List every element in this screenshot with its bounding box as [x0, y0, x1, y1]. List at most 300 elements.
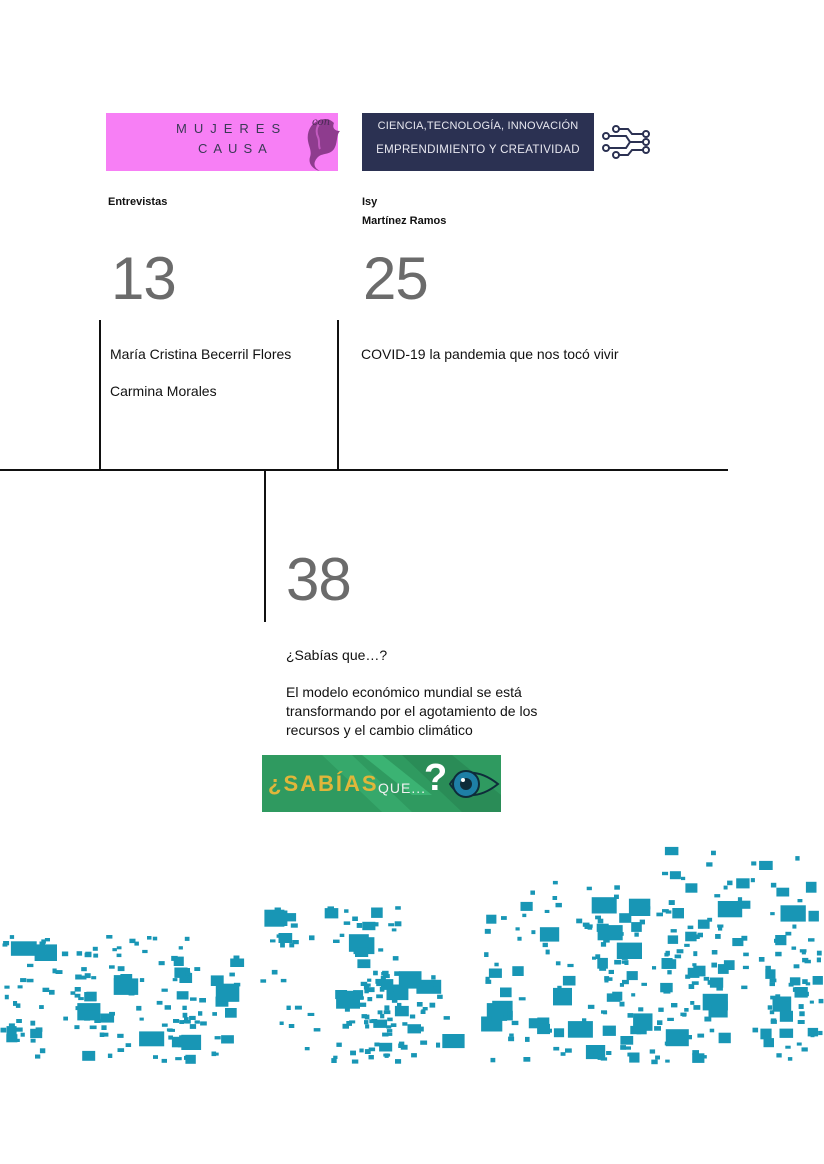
skyline-pixel — [1, 1028, 7, 1033]
ciencia-banner-line2: EMPRENDIMIENTO Y CREATIVIDAD — [376, 144, 580, 156]
skyline-pixel — [30, 1021, 35, 1026]
skyline-pixel — [712, 950, 718, 955]
skyline-pixel — [437, 995, 443, 999]
skyline-pixel — [309, 935, 315, 940]
skyline-pixel — [770, 982, 776, 986]
skyline-pixel — [314, 1028, 321, 1031]
section-label-martinez-ramos: Martínez Ramos — [362, 215, 447, 227]
skyline-pixel — [685, 932, 696, 942]
skyline-pixel — [75, 994, 81, 998]
skyline-pixel — [63, 1017, 68, 1021]
skyline-pixel — [620, 1045, 626, 1050]
skyline-pixel — [622, 980, 629, 984]
skyline-pixel — [664, 953, 668, 957]
skyline-pixel — [18, 985, 23, 988]
mujeres-con-causa-logo — [106, 113, 338, 171]
skyline-pixel — [522, 914, 526, 917]
skyline-pixel — [690, 1001, 694, 1005]
skyline-pixel — [212, 1012, 217, 1016]
skyline-pixel — [641, 983, 647, 986]
skyline-pixel — [697, 1034, 704, 1038]
skyline-pixel — [120, 974, 132, 984]
skyline-pixel — [168, 1036, 173, 1040]
skyline-pixel — [74, 1025, 79, 1029]
skyline-pixel — [509, 1034, 514, 1037]
skyline-pixel — [365, 1049, 371, 1054]
eye-icon — [448, 764, 500, 804]
skyline-pixel — [652, 966, 656, 969]
skyline-pixel — [185, 971, 190, 975]
skyline-pixel — [344, 909, 348, 913]
skyline-pixel — [374, 1043, 379, 1047]
skyline-pixel — [663, 959, 676, 969]
skyline-pixel — [799, 1011, 804, 1016]
skyline-pixel — [85, 973, 91, 978]
toc-item-description: El modelo económico mundial se está transformando por el agotamiento de los recursos y el cambio climático — [286, 684, 538, 738]
skyline-pixel — [444, 1016, 450, 1020]
skyline-pixel — [805, 960, 811, 964]
skyline-pixel — [662, 872, 668, 875]
skyline-pixel — [669, 900, 675, 905]
skyline-pixel — [650, 1049, 655, 1053]
skyline-pixel — [352, 1060, 358, 1064]
skyline-pixel — [39, 1005, 44, 1009]
skyline-pixel — [751, 861, 756, 865]
skyline-pixel — [775, 935, 786, 945]
skyline-pixel — [785, 998, 790, 1001]
skyline-pixel — [184, 1056, 189, 1060]
skyline-pixel — [817, 951, 822, 956]
skyline-pixel — [90, 1026, 97, 1030]
skyline-pixel — [27, 964, 33, 967]
skyline-pixel — [770, 1010, 774, 1014]
skyline-pixel — [703, 994, 728, 1011]
skyline-pixel — [20, 978, 26, 982]
skyline-pixel — [588, 1005, 595, 1009]
skyline-pixel — [41, 939, 46, 943]
skyline-pixel — [140, 978, 144, 982]
skyline-pixel — [724, 886, 728, 890]
skyline-pixel — [741, 986, 747, 990]
skyline-pixel — [567, 964, 573, 967]
skyline-pixel — [519, 997, 526, 1000]
skyline-pixel — [565, 1048, 572, 1052]
skyline-pixel — [645, 906, 651, 909]
page-number-25: 25 — [363, 245, 428, 312]
skyline-pixel — [488, 1017, 492, 1021]
skyline-pixel — [183, 1013, 188, 1018]
skyline-pixel — [553, 881, 558, 885]
skyline-pixel — [388, 923, 394, 926]
skyline-pixel — [308, 1013, 315, 1016]
skyline-pixel — [420, 1041, 427, 1045]
skyline-pixel — [556, 903, 562, 907]
skyline-pixel — [795, 987, 808, 998]
skyline-pixel — [328, 906, 335, 910]
sabias-que-banner — [262, 755, 501, 812]
skyline-pixel — [788, 1057, 792, 1061]
skyline-pixel — [85, 952, 91, 957]
skyline-pixel — [599, 967, 606, 971]
skyline-pixel — [162, 989, 168, 992]
skyline-pixel — [410, 1015, 415, 1019]
skyline-pixel — [371, 908, 383, 918]
skyline-pixel — [436, 1043, 440, 1048]
skyline-pixel — [295, 1006, 302, 1010]
skyline-pixel — [408, 1024, 422, 1033]
skyline-pixel — [775, 952, 781, 957]
divider-vertical — [337, 320, 339, 470]
skyline-pixel — [501, 916, 507, 920]
skyline-pixel — [753, 1028, 759, 1033]
skyline-pixel — [759, 957, 765, 962]
logo-text-con: con — [312, 117, 331, 128]
skyline-pixel — [387, 1033, 392, 1036]
skyline-pixel — [800, 949, 807, 952]
skyline-pixel — [129, 939, 135, 943]
skyline-pixel — [200, 1021, 207, 1025]
skyline-pixel — [614, 960, 621, 965]
skyline-pixel — [598, 925, 623, 940]
skyline-pixel — [666, 1029, 689, 1046]
skyline-pixel — [806, 982, 811, 985]
skyline-pixel — [31, 1039, 36, 1043]
skyline-pixel — [781, 905, 806, 921]
skyline-pixel — [770, 912, 775, 915]
skyline-pixel — [614, 885, 620, 889]
skyline-pixel — [182, 1006, 186, 1010]
skyline-pixel — [799, 1004, 804, 1009]
skyline-pixel — [383, 974, 390, 978]
skyline-pixel — [662, 909, 669, 912]
skyline-pixel — [802, 1047, 808, 1051]
skyline-pixel — [62, 952, 68, 957]
skyline-pixel — [361, 982, 368, 986]
skyline-pixel — [797, 1043, 802, 1046]
skyline-pixel — [631, 993, 635, 996]
skyline-pixel — [384, 1005, 389, 1010]
skyline-pixel — [711, 851, 716, 856]
skyline-pixel — [179, 946, 183, 949]
skyline-pixel — [780, 1011, 793, 1022]
skyline-pixel — [367, 979, 371, 982]
skyline-pixel — [16, 1039, 20, 1042]
skyline-pixel — [489, 969, 502, 978]
skyline-pixel — [543, 943, 548, 947]
skyline-pixel — [387, 985, 409, 1001]
skyline-pixel — [369, 1055, 374, 1059]
section-label-isy: Isy — [362, 196, 378, 208]
divider-vertical — [264, 471, 266, 622]
skyline-pixel — [100, 1033, 105, 1038]
skyline-pixel — [785, 1046, 790, 1049]
skyline-pixel — [771, 883, 776, 888]
skyline-pixel — [397, 1003, 401, 1007]
skyline-pixel — [668, 935, 678, 944]
skyline-pixel — [798, 1020, 805, 1024]
sabias-banner-text: ¿SABÍAS — [268, 771, 379, 796]
skyline-pixel — [401, 1045, 408, 1050]
skyline-pixel — [794, 964, 800, 968]
skyline-pixel — [16, 1028, 23, 1032]
skyline-pixel — [162, 1059, 167, 1063]
skyline-pixel — [27, 979, 34, 983]
skyline-pixel — [768, 1005, 772, 1009]
skyline-pixel — [582, 1018, 586, 1023]
skyline-pixel — [395, 921, 402, 926]
skyline-pixel — [165, 1005, 171, 1010]
skyline-pixel — [76, 1006, 81, 1010]
skyline-pixel — [693, 951, 697, 956]
skyline-pixel — [491, 1058, 496, 1062]
skyline-pixel — [229, 973, 235, 977]
skyline-pixel — [126, 1043, 132, 1047]
skyline-pixel — [561, 1052, 566, 1056]
skyline-pixel — [684, 944, 690, 947]
skyline-pixel — [592, 957, 596, 960]
skyline-pixel — [35, 944, 57, 961]
skyline-pixel — [540, 927, 559, 941]
skyline-pixel — [16, 1019, 22, 1023]
skyline-pixel — [117, 954, 122, 958]
skyline-pixel — [392, 928, 397, 931]
skyline-pixel — [806, 882, 817, 893]
skyline-pixel — [147, 936, 152, 940]
skyline-pixel — [289, 943, 294, 947]
skyline-pixel — [759, 861, 773, 870]
skyline-pixel — [53, 969, 57, 974]
skyline-pixel — [817, 958, 821, 963]
skyline-pixel — [776, 888, 789, 897]
skyline-pixel — [369, 1019, 375, 1023]
skyline-pixel — [177, 991, 189, 999]
skyline-pixel — [530, 891, 535, 895]
skyline-pixel — [199, 998, 206, 1003]
page-number-38: 38 — [286, 546, 351, 613]
skyline-pixel — [272, 914, 286, 923]
skyline-pixel — [711, 963, 717, 968]
skyline-pixel — [601, 1010, 607, 1013]
skyline-pixel — [411, 1053, 417, 1057]
skyline-pixel — [671, 1003, 677, 1007]
skyline-pixel — [685, 883, 697, 892]
skyline-pixel — [173, 1019, 179, 1023]
divider-horizontal — [0, 469, 728, 471]
skyline-pixel — [798, 899, 803, 902]
skyline-pixel — [672, 908, 684, 918]
skyline-pixel — [675, 955, 682, 959]
skyline-pixel — [563, 976, 576, 986]
skyline-pixel — [681, 877, 685, 880]
skyline-pixel — [395, 1059, 401, 1064]
skyline-pixel — [376, 994, 383, 998]
skyline-pixel — [773, 1005, 779, 1009]
skyline-pixel — [336, 1043, 341, 1047]
skyline-pixel — [172, 1037, 184, 1048]
skyline-pixel — [353, 990, 363, 1000]
skyline-pixel — [136, 1006, 141, 1011]
skyline-pixel — [364, 1020, 368, 1024]
skyline-pixel — [43, 988, 50, 992]
skyline-pixel — [7, 1026, 17, 1036]
skyline-pixel — [592, 897, 617, 913]
divider-vertical — [99, 320, 101, 470]
skyline-pixel — [692, 981, 699, 985]
skyline-pixel — [364, 989, 368, 993]
skyline-pixel — [792, 947, 797, 950]
skyline-pixel — [671, 929, 677, 932]
skyline-pixel — [819, 999, 824, 1003]
skyline-pixel — [776, 1053, 781, 1057]
skyline-pixel — [688, 926, 694, 930]
skyline-pixel — [604, 979, 608, 982]
skyline-pixel — [665, 847, 679, 855]
skyline-pixel — [707, 1005, 711, 1009]
skyline-pixel — [622, 955, 628, 960]
skyline-pixel — [553, 988, 572, 1006]
skyline-pixel — [153, 1055, 158, 1059]
skyline-pixel — [279, 933, 293, 943]
skyline-pixel — [402, 1022, 407, 1025]
skyline-pixel — [344, 921, 351, 925]
skyline-pixel — [355, 947, 368, 957]
skyline-pixel — [281, 979, 287, 982]
skyline-pixel — [521, 902, 533, 911]
skyline-pixel — [764, 1038, 775, 1047]
sabias-banner-question-mark: ? — [424, 757, 448, 799]
skyline-pixel — [106, 935, 112, 939]
skyline-pixel — [595, 1055, 600, 1058]
skyline-pixel — [345, 1007, 350, 1011]
skyline-pixel — [810, 1001, 814, 1004]
skyline-pixel — [710, 978, 723, 988]
skyline-pixel — [719, 1033, 731, 1044]
skyline-pixel — [395, 906, 401, 910]
skyline-pixel — [808, 938, 815, 941]
skyline-pixel — [651, 1060, 657, 1065]
skyline-pixel — [640, 920, 645, 925]
skyline-pixel — [387, 1018, 393, 1022]
skyline-pixel — [603, 1026, 616, 1036]
skyline-pixel — [142, 950, 147, 953]
skyline-pixel — [431, 975, 435, 979]
skyline-pixel — [677, 949, 684, 953]
skyline-pixel — [508, 1037, 514, 1042]
skyline-pixel — [390, 987, 394, 991]
skyline-pixel — [626, 1046, 631, 1049]
skyline-pixel — [790, 977, 801, 985]
skyline-pixel — [714, 894, 720, 897]
skyline-pixel — [670, 871, 681, 879]
skyline-pixel — [198, 1011, 202, 1016]
skyline-pixel — [583, 923, 590, 927]
skyline-pixel — [139, 1031, 164, 1046]
skyline-pixel — [212, 1053, 218, 1056]
skyline-pixel — [82, 1051, 95, 1061]
skyline-pixel — [195, 1020, 200, 1023]
skyline-pixel — [181, 1035, 201, 1050]
toc-item: Carmina Morales — [110, 383, 217, 399]
logo-text-mujeres: MUJERES — [176, 121, 288, 136]
skyline-pixel — [393, 956, 399, 960]
skyline-pixel — [556, 961, 561, 965]
skyline-pixel — [553, 1047, 559, 1051]
skyline-pixel — [384, 1010, 391, 1014]
skyline-pixel — [765, 969, 775, 979]
skyline-pixel — [525, 1037, 530, 1042]
skyline-pixel — [813, 976, 823, 985]
skyline-pixel — [684, 1008, 688, 1012]
skyline-pixel — [792, 925, 796, 929]
skyline-pixel — [350, 1051, 356, 1056]
skyline-pixel — [606, 1051, 611, 1055]
skyline-pixel — [280, 1022, 284, 1026]
skyline-pixel — [486, 915, 496, 924]
skyline-pixel — [423, 1007, 428, 1010]
skyline-pixel — [35, 1055, 40, 1059]
pixel-city-skyline-decoration — [0, 840, 824, 1070]
skyline-pixel — [619, 913, 631, 923]
skyline-pixel — [173, 978, 178, 981]
ciencia-banner — [362, 113, 594, 171]
skyline-pixel — [373, 971, 378, 976]
skyline-pixel — [795, 856, 799, 861]
skyline-pixel — [287, 1006, 291, 1010]
skyline-pixel — [391, 1023, 397, 1027]
skyline-pixel — [4, 986, 9, 989]
skyline-pixel — [785, 932, 791, 936]
skyline-pixel — [629, 1053, 639, 1063]
skyline-pixel — [183, 1020, 187, 1023]
skyline-pixel — [503, 1015, 507, 1019]
skyline-pixel — [175, 1057, 182, 1060]
skyline-pixel — [190, 1024, 196, 1029]
skyline-pixel — [727, 881, 732, 886]
skyline-pixel — [738, 897, 742, 902]
skyline-pixel — [680, 1013, 686, 1017]
skyline-pixel — [771, 1020, 777, 1024]
skyline-pixel — [94, 1019, 100, 1023]
skyline-pixel — [531, 930, 535, 934]
skyline-pixel — [638, 1007, 643, 1011]
skyline-pixel — [736, 878, 749, 888]
skyline-pixel — [352, 917, 358, 922]
skyline-pixel — [3, 944, 8, 947]
skyline-pixel — [546, 950, 550, 955]
skyline-pixel — [289, 1024, 295, 1028]
circuit-icon — [598, 124, 654, 160]
skyline-pixel — [634, 933, 638, 937]
skyline-pixel — [658, 1008, 663, 1012]
skyline-pixel — [260, 979, 266, 982]
skyline-pixel — [153, 937, 157, 941]
skyline-pixel — [86, 992, 96, 1001]
skyline-pixel — [512, 1021, 519, 1025]
skyline-pixel — [597, 958, 608, 969]
skyline-pixel — [485, 980, 491, 984]
skyline-pixel — [189, 1016, 196, 1020]
skyline-pixel — [333, 940, 340, 943]
skyline-pixel — [367, 997, 372, 1001]
skyline-pixel — [609, 970, 614, 974]
skyline-pixel — [230, 959, 244, 968]
skyline-pixel — [129, 992, 135, 995]
skyline-pixel — [811, 1033, 815, 1037]
skyline-pixel — [500, 988, 512, 998]
skyline-pixel — [378, 948, 383, 951]
skyline-pixel — [770, 979, 777, 983]
skyline-pixel — [547, 1029, 553, 1033]
